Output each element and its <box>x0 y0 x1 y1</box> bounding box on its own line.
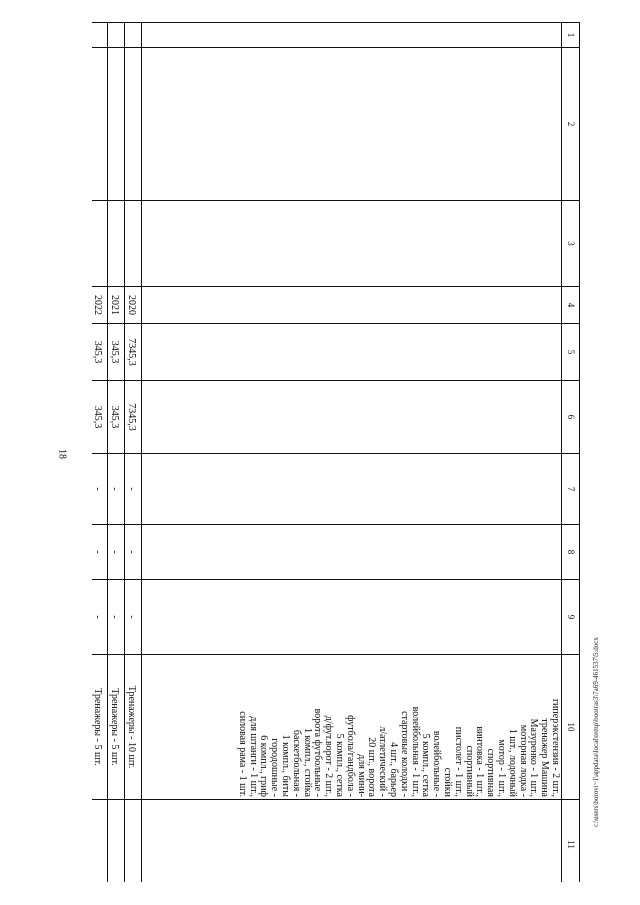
cell-col9: - <box>92 580 108 655</box>
cell-amount-budget: 345,3 <box>108 381 125 454</box>
cell-col9: - <box>108 580 125 655</box>
cell-amount-total: 345,3 <box>108 324 125 381</box>
cell-col11 <box>92 800 108 883</box>
cell-col7: - <box>92 454 108 525</box>
cell-col2 <box>142 48 562 201</box>
cell-col2 <box>108 48 125 201</box>
cell-col1 <box>142 23 562 48</box>
cell-col7: - <box>108 454 125 525</box>
table-row <box>92 23 108 883</box>
cell-col2 <box>92 48 108 201</box>
cell-col8: - <box>125 525 142 580</box>
column-number: 11 <box>562 800 580 883</box>
cell-col6 <box>142 381 562 454</box>
cell-col9: - <box>125 580 142 655</box>
cell-col11 <box>142 800 562 883</box>
cell-year <box>142 287 562 324</box>
page-number: 18 <box>56 449 68 459</box>
column-number: 1 <box>562 23 580 48</box>
column-number: 6 <box>562 381 580 454</box>
cell-equipment: Тренажеры - 10 шт. <box>125 655 142 800</box>
column-number: 3 <box>562 201 580 287</box>
column-number: 5 <box>562 324 580 381</box>
cell-year: 2020 <box>125 287 142 324</box>
column-number: 9 <box>562 580 580 655</box>
cell-equipment: Тренажеры - 5 шт. <box>108 655 125 800</box>
table-row <box>142 23 562 883</box>
cell-col8 <box>142 525 562 580</box>
cell-year: 2021 <box>108 287 125 324</box>
rotated-table-container <box>92 22 580 882</box>
cell-amount-budget: 345,3 <box>92 381 108 454</box>
cell-amount-budget: 7345,3 <box>125 381 142 454</box>
cell-amount-total: 345,3 <box>92 324 108 381</box>
cell-col2 <box>125 48 142 201</box>
column-number-row <box>562 23 580 883</box>
cell-year: 2022 <box>92 287 108 324</box>
column-number: 2 <box>562 48 580 201</box>
table-row <box>108 23 125 883</box>
column-number: 4 <box>562 287 580 324</box>
column-number: 7 <box>562 454 580 525</box>
cell-col9 <box>142 580 562 655</box>
data-table <box>92 22 580 882</box>
cell-col1 <box>125 23 142 48</box>
cell-col3 <box>125 201 142 287</box>
cell-col3 <box>142 201 562 287</box>
cell-col1 <box>108 23 125 48</box>
file-path-footer: c:\users\borovi~1\appdata\local\temp\bootras3\7a69-461537\5.docx <box>592 637 600 827</box>
cell-equipment <box>142 655 562 800</box>
cell-col11 <box>108 800 125 883</box>
cell-col1 <box>92 23 108 48</box>
table-row <box>125 23 142 883</box>
equipment-list: гиперэкстензия - 2 шт., тренажер Машина Мазуренко - 1 шт., моторная лодка - 1 шт., лодочный мотор - 1 шт., спортивная винтовка - 1 шт., спортивный пистолет - 1 шт., стойки волейбольные - 5 компл., сетка волейбольная - 1 шт., стартовые колодки - 4 шт., барьер л/атлетический - 20 шт., ворота для мини- футбола/гандбола - 5 компл., сетка д/фут.ворот - 2 шт., ворота футбольные - 1 компл., стойка баскетбольная - 1 компл., биты городошные - 6 компл., гриф для штанги - 1 шт., силовая рама - 1 шт. <box>236 698 561 797</box>
cell-col8: - <box>92 525 108 580</box>
column-number: 10 <box>562 655 580 800</box>
cell-col11 <box>125 800 142 883</box>
cell-col7: - <box>125 454 142 525</box>
cell-col7 <box>142 454 562 525</box>
table-frame <box>92 22 580 882</box>
column-number: 8 <box>562 525 580 580</box>
cell-col3 <box>92 201 108 287</box>
cell-col5 <box>142 324 562 381</box>
cell-col3 <box>108 201 125 287</box>
cell-amount-total: 7345,3 <box>125 324 142 381</box>
cell-equipment: Тренажеры - 5 шт. <box>92 655 108 800</box>
cell-col8: - <box>108 525 125 580</box>
